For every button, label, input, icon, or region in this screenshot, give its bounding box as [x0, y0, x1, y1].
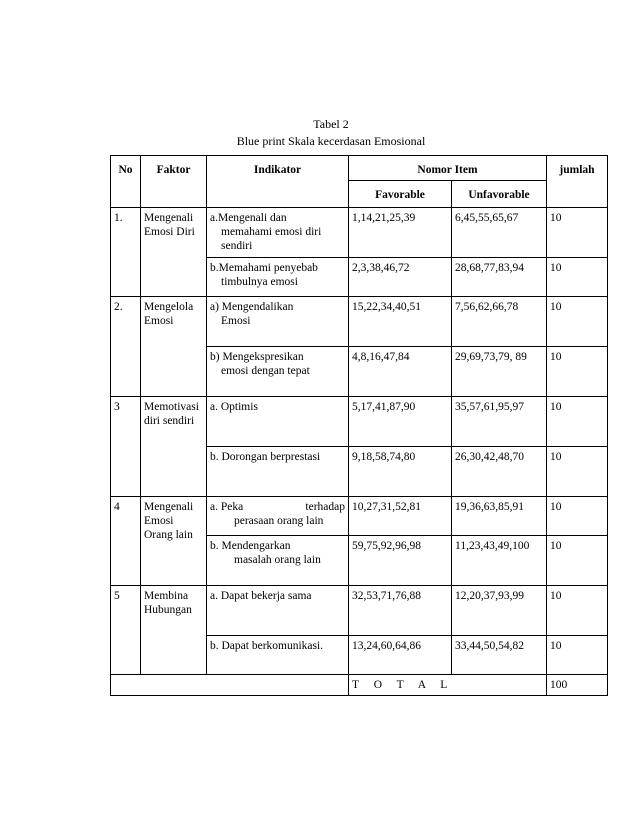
row-unfavorable: 29,69,73,79, 89: [452, 347, 547, 397]
row-jumlah: 10: [547, 258, 608, 297]
indikator-line: memahami emosi diri sendiri: [221, 226, 322, 252]
row-favorable: 1,14,21,25,39: [349, 208, 452, 258]
table-row: [111, 497, 608, 536]
indikator-line: emosi dengan tepat: [221, 365, 310, 377]
row-no: 4: [111, 497, 141, 586]
header-unfavorable: Unfavorable: [452, 181, 547, 208]
row-indikator: [207, 347, 349, 397]
indikator-line: b. Dapat berkomunikasi.: [210, 640, 324, 652]
row-jumlah: 10: [547, 297, 608, 347]
indikator-line: perasaan orang lain: [234, 515, 324, 527]
indikator-line: a. Dapat bekerja sama: [210, 590, 312, 602]
row-indikator: [207, 636, 349, 675]
total-blank: [111, 675, 349, 696]
row-unfavorable: 7,56,62,66,78: [452, 297, 547, 347]
indikator-line: timbulnya emosi: [221, 276, 298, 288]
table-row: [111, 208, 608, 258]
indikator-line: b.Memahami penyebab: [210, 262, 318, 274]
header-row: [111, 156, 608, 181]
row-faktor: Membina Hubungan: [141, 586, 207, 675]
row-jumlah: 10: [547, 636, 608, 675]
indikator-line: masalah orang lain: [234, 554, 321, 566]
row-indikator: [207, 536, 349, 586]
row-favorable: 59,75,92,96,98: [349, 536, 452, 586]
row-favorable: 2,3,38,46,72: [349, 258, 452, 297]
row-unfavorable: 11,23,43,49,100: [452, 536, 547, 586]
row-favorable: 32,53,71,76,88: [349, 586, 452, 636]
total-label: T O T A L: [349, 675, 547, 696]
row-indikator: [207, 586, 349, 636]
indikator-word: terhadap: [305, 501, 345, 513]
row-indikator: [207, 497, 349, 536]
row-favorable: 13,24,60,64,86: [349, 636, 452, 675]
row-unfavorable: 33,44,50,54,82: [452, 636, 547, 675]
total-row: [111, 675, 608, 696]
row-jumlah: 10: [547, 208, 608, 258]
indikator-line: a) Mengendalikan: [210, 301, 294, 313]
header-no: No: [111, 156, 141, 208]
row-favorable: 15,22,34,40,51: [349, 297, 452, 347]
row-faktor: Mengelola Emosi: [141, 297, 207, 397]
row-indikator: [207, 297, 349, 347]
row-jumlah: 10: [547, 536, 608, 586]
row-unfavorable: 19,36,63,85,91: [452, 497, 547, 536]
row-no: 3: [111, 397, 141, 497]
row-favorable: 9,18,58,74,80: [349, 447, 452, 497]
indikator-line: [210, 500, 345, 514]
row-favorable: 5,17,41,87,90: [349, 397, 452, 447]
row-faktor: Mengenali Emosi Orang lain: [141, 497, 207, 586]
indikator-line: b) Mengekspresikan: [210, 351, 304, 363]
header-nomor-item: Nomor Item: [349, 156, 547, 181]
row-unfavorable: 26,30,42,48,70: [452, 447, 547, 497]
indikator-line: b. Dorongan berprestasi: [210, 451, 321, 463]
row-unfavorable: 6,45,55,65,67: [452, 208, 547, 258]
row-no: 2.: [111, 297, 141, 397]
header-favorable: Favorable: [349, 181, 452, 208]
header-faktor: Faktor: [141, 156, 207, 208]
indikator-line: b. Mendengarkan: [210, 540, 291, 552]
row-jumlah: 10: [547, 447, 608, 497]
row-jumlah: 10: [547, 586, 608, 636]
row-indikator: [207, 258, 349, 297]
indikator-word: a. Peka: [210, 501, 244, 513]
total-value: 100: [547, 675, 608, 696]
indikator-line: a.Mengenali dan: [210, 212, 287, 224]
row-jumlah: 10: [547, 397, 608, 447]
row-unfavorable: 28,68,77,83,94: [452, 258, 547, 297]
indikator-line: a. Optimis: [210, 401, 258, 413]
row-no: 5: [111, 586, 141, 675]
table-row: [111, 397, 608, 447]
table-row: [111, 586, 608, 636]
header-jumlah: jumlah: [547, 156, 608, 208]
row-indikator: [207, 208, 349, 258]
table-row: [111, 297, 608, 347]
row-unfavorable: 12,20,37,93,99: [452, 586, 547, 636]
row-unfavorable: 35,57,61,95,97: [452, 397, 547, 447]
row-favorable: 4,8,16,47,84: [349, 347, 452, 397]
row-faktor: Mengenali Emosi Diri: [141, 208, 207, 297]
indikator-line: Emosi: [221, 315, 251, 327]
blueprint-table: [110, 155, 608, 696]
table-caption-title: Blue print Skala kecerdasan Emosional: [236, 134, 426, 148]
row-indikator: [207, 447, 349, 497]
row-no: 1.: [111, 208, 141, 297]
table-caption-number: Tabel 2: [313, 117, 349, 131]
row-indikator: [207, 397, 349, 447]
header-indikator: Indikator: [207, 156, 349, 208]
row-favorable: 10,27,31,52,81: [349, 497, 452, 536]
row-jumlah: 10: [547, 347, 608, 397]
row-faktor: Memotivasi diri sendiri: [141, 397, 207, 497]
row-jumlah: 10: [547, 497, 608, 536]
